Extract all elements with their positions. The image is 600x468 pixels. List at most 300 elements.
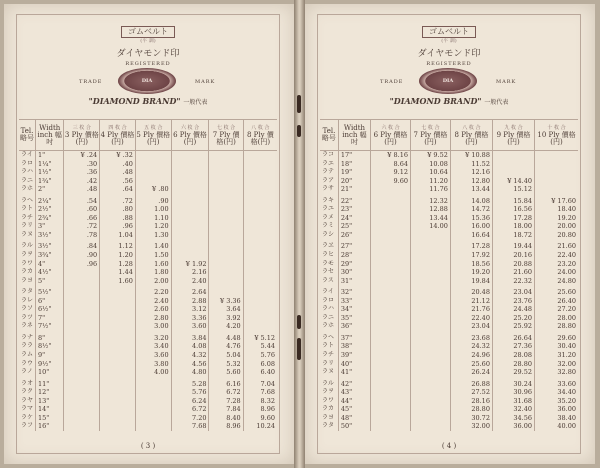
price-cell: 7.68 [171, 422, 209, 431]
price-cell: ¥ .24 [64, 151, 100, 160]
price-cell [100, 351, 136, 360]
table-row [320, 168, 578, 177]
price-cell: 18.40 [535, 205, 578, 214]
price-cell [371, 251, 411, 260]
table-row [19, 314, 277, 323]
page-number: ( 4 ) [441, 442, 457, 450]
tel-code-cell: ラヘ [21, 196, 34, 204]
price-cell: 1.60 [135, 260, 171, 269]
column-header [64, 120, 100, 151]
price-cell: .84 [64, 242, 100, 251]
price-cell [64, 414, 100, 423]
table-row [320, 214, 578, 223]
tel-code-cell: ラチ [21, 213, 34, 221]
price-cell: 18.00 [492, 222, 534, 231]
table-row [19, 388, 277, 397]
price-cell: 22.40 [535, 251, 578, 260]
tel-code-cell: ラヱ [322, 242, 335, 250]
width-cell: 21" [338, 185, 370, 194]
price-cell: 16.64 [450, 231, 492, 240]
column-header [243, 120, 277, 151]
price-cell: 8.96 [209, 422, 243, 431]
width-cell: 3½" [36, 242, 64, 251]
price-cell: .48 [100, 168, 136, 177]
price-cell: 32.40 [492, 405, 534, 414]
table-header-row [320, 120, 578, 151]
tel-code-cell: ラウ [21, 359, 34, 367]
price-cell: 28.80 [492, 360, 534, 369]
width-cell: 6½" [36, 305, 64, 314]
price-cell [100, 405, 136, 414]
tel-code-cell: ラセ [322, 268, 335, 276]
table-row [19, 322, 277, 331]
brand-name [17, 96, 279, 106]
mark-label: MARK [496, 79, 517, 85]
price-cell [410, 305, 450, 314]
price-cell: .78 [64, 231, 100, 240]
price-cell [64, 380, 100, 389]
price-cell [243, 314, 277, 323]
table-row [19, 251, 277, 260]
price-cell: .96 [64, 260, 100, 269]
column-header-label: 10 Ply 價格(円) [537, 130, 576, 146]
price-cell [410, 351, 450, 360]
price-cell: .88 [100, 214, 136, 223]
price-cell: .64 [100, 185, 136, 194]
width-cell: 6" [36, 297, 64, 306]
price-cell [410, 268, 450, 277]
table-row [320, 397, 578, 406]
price-cell: ¥ 5.12 [243, 334, 277, 343]
price-cell: 24.00 [535, 268, 578, 277]
price-cell: 32.00 [535, 360, 578, 369]
price-cell: 5.60 [209, 368, 243, 377]
table-row [320, 251, 578, 260]
width-cell: 8½" [36, 342, 64, 351]
price-cell [243, 177, 277, 186]
table-row [320, 277, 578, 286]
column-header-label: 7 Ply 價格(円) [212, 130, 240, 146]
width-cell: 16" [36, 422, 64, 431]
price-cell [371, 414, 411, 423]
price-cell: 2.00 [135, 277, 171, 286]
price-cell: 20.16 [492, 251, 534, 260]
tel-code-cell: ラヒ [322, 251, 335, 259]
price-table [19, 119, 277, 431]
table-row [320, 360, 578, 369]
product-title: ゴムベルト [422, 26, 476, 38]
price-cell: 3.80 [135, 360, 171, 369]
tel-code-cell: ラル [322, 379, 334, 387]
price-cell [410, 397, 450, 406]
tel-code-cell: ラフ [21, 422, 34, 430]
table-row [320, 405, 578, 414]
column-header [36, 120, 64, 151]
width-cell: 3" [36, 222, 64, 231]
table-row [320, 334, 578, 343]
column-header-label: 7 Ply 價格(円) [413, 130, 448, 146]
price-cell: 8.96 [243, 405, 277, 414]
price-cell: 3.92 [209, 314, 243, 323]
price-cell [171, 214, 209, 223]
table-row [320, 288, 578, 297]
width-cell: 40" [338, 360, 370, 369]
price-cell: 24.96 [450, 351, 492, 360]
table-row [19, 185, 277, 194]
price-cell: 6.72 [171, 405, 209, 414]
price-cell: 17.28 [492, 214, 534, 223]
width-cell: 45" [338, 405, 370, 414]
price-cell: .96 [100, 222, 136, 231]
price-cell: 21.60 [535, 242, 578, 251]
price-cell [410, 388, 450, 397]
width-cell: 4½" [36, 268, 64, 277]
price-cell [135, 422, 171, 431]
price-cell [492, 151, 534, 160]
price-cell: 13.44 [450, 185, 492, 194]
tel-code-cell: ラヲ [21, 251, 34, 259]
price-cell: 3.00 [135, 322, 171, 331]
price-cell [243, 322, 277, 331]
price-cell [100, 380, 136, 389]
price-cell: 8.40 [209, 414, 243, 423]
table-row [320, 205, 578, 214]
table-row [320, 368, 578, 377]
price-cell: 2.88 [171, 297, 209, 306]
price-cell: 2.40 [171, 277, 209, 286]
price-cell [64, 422, 100, 431]
price-cell [64, 334, 100, 343]
price-cell: 27.20 [535, 305, 578, 314]
width-cell: 3¾" [36, 251, 64, 260]
price-cell: 25.20 [492, 314, 534, 323]
table-row [320, 351, 578, 360]
price-cell: 2.20 [135, 288, 171, 297]
price-cell: 15.84 [492, 197, 534, 206]
price-cell: 22.40 [450, 314, 492, 323]
price-cell [171, 151, 209, 160]
price-cell: 38.40 [535, 414, 578, 423]
price-cell [535, 160, 578, 169]
width-cell: 2½" [36, 205, 64, 214]
table-row [19, 231, 277, 240]
price-cell: 20.88 [492, 260, 534, 269]
table-row [19, 405, 277, 414]
price-cell [243, 168, 277, 177]
tel-code-cell: ラタ [21, 288, 33, 296]
price-cell: 26.88 [450, 380, 492, 389]
column-header-jp: 五 枚 合 [144, 124, 163, 131]
price-cell [64, 314, 100, 323]
table-row [19, 305, 277, 314]
price-cell [243, 288, 277, 297]
price-cell: 9.60 [243, 414, 277, 423]
price-cell [209, 205, 243, 214]
price-cell [209, 214, 243, 223]
width-cell: 35" [338, 314, 370, 323]
price-cell [371, 380, 411, 389]
tel-code-cell: ライ [21, 151, 33, 158]
price-cell: 19.84 [450, 277, 492, 286]
price-cell: 4.32 [171, 351, 209, 360]
price-cell [171, 160, 209, 169]
table-row [320, 185, 578, 194]
width-cell: 38" [338, 342, 370, 351]
table-header-row [19, 120, 277, 151]
width-cell: 1½" [36, 168, 64, 177]
price-cell [410, 342, 450, 351]
price-cell: 2.60 [135, 305, 171, 314]
table-row [19, 151, 277, 160]
price-cell: 27.36 [492, 342, 534, 351]
table-row [19, 214, 277, 223]
page-right [305, 4, 595, 464]
price-cell: .90 [135, 197, 171, 206]
width-cell: 8" [36, 334, 64, 343]
price-cell [371, 288, 411, 297]
width-cell: 29" [338, 260, 370, 269]
price-cell [410, 314, 450, 323]
price-cell [209, 268, 243, 277]
price-cell [135, 380, 171, 389]
tel-code-cell: ラヌ [322, 368, 334, 376]
product-subtitle: (平 調) [140, 38, 156, 44]
tel-code-cell: ラテ [322, 168, 335, 176]
table-row [320, 177, 578, 186]
column-header-jp: 七 枚 合 [421, 124, 440, 131]
price-cell [371, 205, 411, 214]
price-cell [64, 351, 100, 360]
price-cell [371, 360, 411, 369]
price-cell [492, 168, 534, 177]
table-row [320, 268, 578, 277]
page-left [4, 4, 294, 464]
column-header-jp: 九 枚 合 [504, 124, 523, 131]
price-cell: 28.16 [450, 397, 492, 406]
tel-code-cell: ラレ [21, 296, 34, 304]
price-cell: 27.52 [450, 388, 492, 397]
column-header [171, 120, 209, 151]
tel-code-cell: ラヨ [322, 413, 335, 421]
price-cell [209, 277, 243, 286]
price-cell [100, 388, 136, 397]
price-cell: 7.28 [209, 397, 243, 406]
price-cell: 14.72 [450, 205, 492, 214]
table-row [320, 342, 578, 351]
price-cell: 23.04 [492, 288, 534, 297]
width-cell: 37" [338, 334, 370, 343]
column-header-jp: 十 枚 合 [547, 124, 566, 131]
tel-code-cell: ラヌ [21, 230, 33, 238]
width-cell: 9" [36, 351, 64, 360]
price-cell [371, 231, 411, 240]
price-cell [410, 242, 450, 251]
price-cell [135, 177, 171, 186]
table-row [320, 305, 578, 314]
tel-code-cell: ラサ [322, 185, 335, 193]
price-cell: 4.00 [135, 368, 171, 377]
price-cell: 21.12 [450, 297, 492, 306]
width-cell: 18" [338, 160, 370, 169]
price-cell: 7.84 [209, 405, 243, 414]
price-cell [243, 185, 277, 194]
price-cell: .48 [64, 185, 100, 194]
tel-code-cell: ラム [21, 351, 33, 359]
price-cell: 3.20 [135, 334, 171, 343]
brand-en: "DIAMOND BRAND" [389, 96, 482, 106]
width-cell: 43" [338, 388, 370, 397]
trade-mark-row [17, 68, 279, 94]
price-cell: .60 [64, 205, 100, 214]
tel-code-cell: ラリ [21, 222, 34, 230]
price-cell: 8.32 [243, 397, 277, 406]
table-row [320, 380, 578, 389]
column-header [135, 120, 171, 151]
price-cell [209, 242, 243, 251]
price-cell [371, 197, 411, 206]
price-cell [171, 185, 209, 194]
price-cell: 12.88 [410, 205, 450, 214]
staple-icon [297, 338, 301, 360]
table-row [320, 322, 578, 331]
width-cell: 7½" [36, 322, 64, 331]
price-cell [209, 168, 243, 177]
width-cell: 48" [338, 414, 370, 423]
price-cell [100, 297, 136, 306]
price-cell: 23.20 [535, 260, 578, 269]
price-cell: 5.76 [243, 351, 277, 360]
price-cell [371, 297, 411, 306]
price-cell [243, 268, 277, 277]
tel-code-cell: ラハ [322, 305, 335, 313]
price-cell: 12.32 [410, 197, 450, 206]
tel-code-cell: ラニ [21, 176, 34, 184]
table-row [19, 222, 277, 231]
price-cell: 7.04 [243, 380, 277, 389]
table-row [19, 205, 277, 214]
price-cell: 10.08 [410, 160, 450, 169]
price-cell: ¥ 14.40 [492, 177, 534, 186]
price-cell [64, 342, 100, 351]
table-row [19, 277, 277, 286]
price-cell: ¥ 9.52 [410, 151, 450, 160]
price-cell: 7.20 [171, 414, 209, 423]
width-cell: 9½" [36, 360, 64, 369]
column-header-label: Width inch 幅 吋 [342, 123, 367, 146]
tel-code-cell: ラロ [322, 296, 335, 304]
price-cell: 23.04 [450, 322, 492, 331]
price-cell: 10.24 [243, 422, 277, 431]
price-cell [492, 160, 534, 169]
width-cell: 5½" [36, 288, 64, 297]
tel-code-cell: ラヘ [322, 333, 335, 341]
page-frame [317, 14, 581, 454]
price-cell: 17.28 [450, 242, 492, 251]
tel-code-cell: ラキ [322, 196, 335, 204]
price-cell: 23.76 [492, 297, 534, 306]
price-cell: 1.40 [135, 242, 171, 251]
width-cell: 5" [36, 277, 64, 286]
price-cell: ¥ 10.88 [450, 151, 492, 160]
tel-code-cell: ララ [21, 342, 34, 350]
column-header-label: 8 Ply 價格(円) [454, 130, 489, 146]
price-cell: 25.60 [535, 288, 578, 297]
width-cell: 20" [338, 177, 370, 186]
price-cell [209, 288, 243, 297]
price-cell [371, 368, 411, 377]
price-cell: .56 [100, 177, 136, 186]
price-cell: 19.44 [492, 242, 534, 251]
tel-code-cell: ラカ [322, 405, 335, 413]
price-cell [371, 242, 411, 251]
width-cell: 34" [338, 305, 370, 314]
column-header [492, 120, 534, 151]
price-cell: 11.52 [450, 160, 492, 169]
price-cell: ¥ .32 [100, 151, 136, 160]
price-cell [410, 288, 450, 297]
tel-code-cell: ラケ [21, 413, 34, 421]
price-cell: 5.04 [209, 351, 243, 360]
price-cell: 1.00 [135, 205, 171, 214]
price-cell: 32.00 [450, 422, 492, 431]
column-header-jp: 七 枚 合 [217, 124, 236, 131]
price-cell: 6.08 [243, 360, 277, 369]
price-cell [64, 305, 100, 314]
price-cell: 8.64 [371, 160, 411, 169]
price-cell [64, 405, 100, 414]
price-cell [135, 388, 171, 397]
price-cell [100, 322, 136, 331]
tel-code-cell: ラロ [21, 159, 34, 167]
table-row [320, 222, 578, 231]
tel-code-cell: ラソ [21, 305, 34, 313]
table-row [320, 231, 578, 240]
price-cell: ¥ 1.92 [171, 260, 209, 269]
table-row [19, 168, 277, 177]
price-cell: 2.16 [171, 268, 209, 277]
price-cell: .40 [100, 160, 136, 169]
table-row [320, 388, 578, 397]
table-row [19, 160, 277, 169]
price-cell [410, 405, 450, 414]
tel-code-cell: ラネ [21, 322, 33, 330]
tel-code-cell: ラク [21, 388, 34, 396]
price-cell [100, 422, 136, 431]
price-cell: 3.84 [171, 334, 209, 343]
price-cell: 1.20 [100, 251, 136, 260]
price-cell: 19.20 [450, 268, 492, 277]
tel-code-cell: ライ [322, 288, 334, 296]
price-cell [410, 380, 450, 389]
price-cell: 21.60 [492, 268, 534, 277]
price-cell: 28.08 [492, 351, 534, 360]
price-cell [410, 368, 450, 377]
width-cell: 32" [338, 288, 370, 297]
price-cell [371, 405, 411, 414]
price-cell [371, 214, 411, 223]
price-cell: 4.48 [209, 334, 243, 343]
tel-code-cell: ラア [322, 176, 335, 184]
price-cell: 6.24 [171, 397, 209, 406]
product-title: ゴムベルト [121, 26, 175, 38]
price-cell: 29.52 [492, 368, 534, 377]
column-header-label: 9 Ply 價格(円) [496, 130, 531, 146]
price-cell: 1.28 [100, 260, 136, 269]
price-cell: 22.32 [492, 277, 534, 286]
column-header-label: 4 Ply 價格(円) [100, 130, 135, 146]
tel-code-cell: ラリ [322, 359, 335, 367]
price-cell [371, 322, 411, 331]
